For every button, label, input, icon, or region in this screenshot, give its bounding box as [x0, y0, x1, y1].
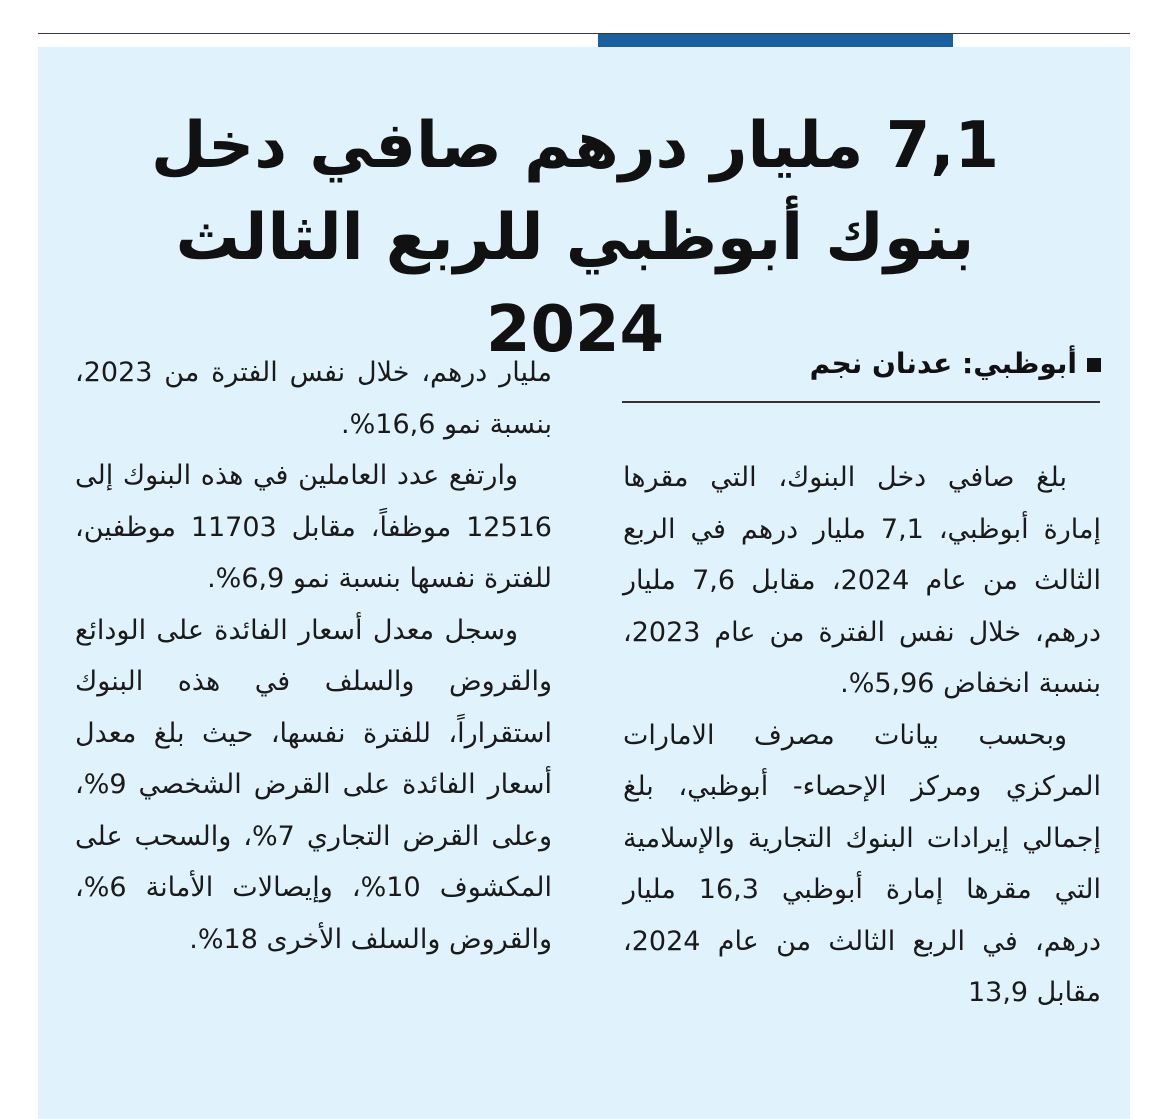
article-column-left	[75, 347, 552, 965]
top-rule	[38, 33, 1130, 34]
article-paragraph: وبحسب بيانات مصرف الامارات المركزي ومركز الإحصاء- أبوظبي، بلغ إجمالي إيرادات البنوك التجارية والإسلامية التي مقرها إمارة أبوظبي 16,3 مليار درهم، في الربع الثالث من عام 2024، مقابل 13,9	[623, 719, 1101, 1008]
byline-square-icon	[1087, 358, 1101, 372]
article-headline	[100, 100, 1050, 376]
article-paragraph-continued: مليار درهم، خلال نفس الفترة من 2023، بنسبة نمو 16,6%.	[75, 357, 552, 440]
headline-line-1: 7,1 مليار درهم صافي دخل	[150, 109, 1000, 183]
byline-text: أبوظبي: عدنان نجم	[809, 347, 1077, 380]
article-paragraph: وارتفع عدد العاملين في هذه البنوك إلى 12516 موظفاً، مقابل 11703 موظفين، للفترة نفسها بنسبة نمو 6,9%.	[75, 460, 552, 594]
byline-divider	[622, 401, 1100, 403]
article-paragraph: بلغ صافي دخل البنوك، التي مقرها إمارة أبوظبي، 7,1 مليار درهم في الربع الثالث من عام 2024، مقابل 7,6 مليار درهم، خلال نفس الفترة من عام 2023، بنسبة انخفاض 5,96%.	[623, 462, 1101, 699]
byline	[623, 344, 1101, 384]
section-accent-bar	[598, 34, 953, 47]
article-paragraph: وسجل معدل أسعار الفائدة على الودائع والقروض والسلف في هذه البنوك استقراراً، للفترة نفسها، حيث بلغ معدل أسعار الفائدة على القرض الشخصي 9%، وعلى القرض التجاري 7%، والسحب على المكشوف 10%، وإيصالات الأمانة 6%، والقروض والسلف الأخرى 18%.	[75, 614, 552, 955]
headline-line-2: بنوك أبوظبي للربع الثالث 2024	[175, 201, 975, 367]
article-column-right	[623, 452, 1101, 1019]
